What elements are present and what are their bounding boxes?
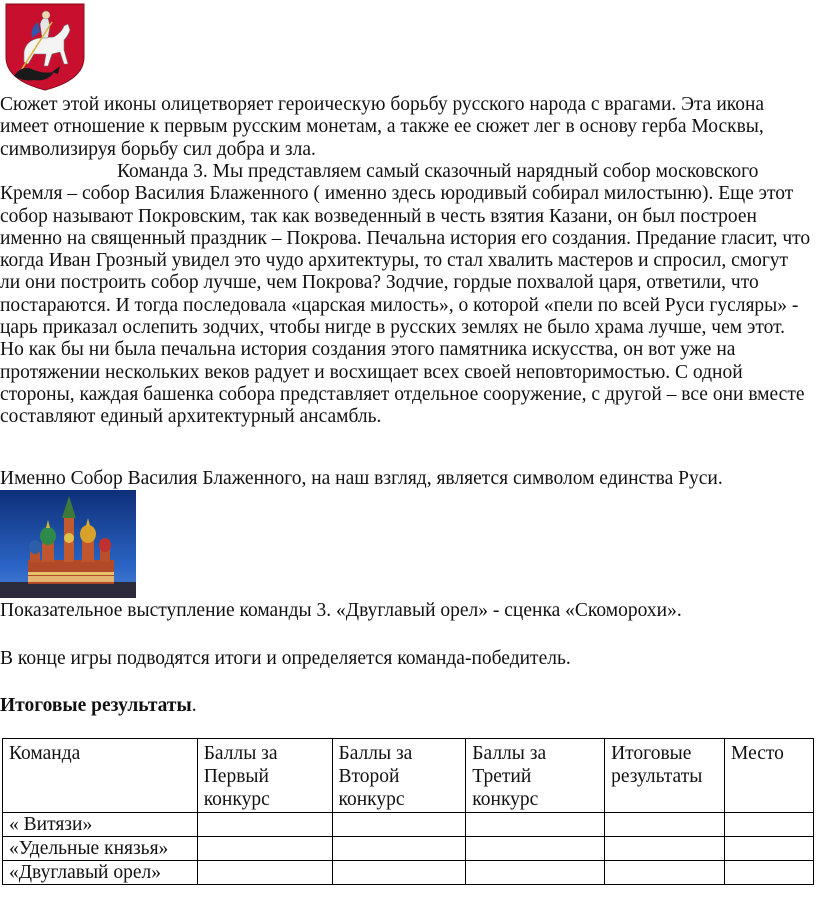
table-cell — [725, 813, 814, 837]
table-cell — [332, 861, 466, 885]
table-cell — [466, 813, 605, 837]
paragraph-game-end: В конце игры подводятся итоги и определяется команда-победитель. — [0, 648, 571, 669]
table-row — [3, 861, 814, 885]
results-heading-dot: . — [191, 695, 197, 716]
header-third-contest: Баллы за Третий конкурс — [466, 739, 605, 813]
cell-team-name: «Удельные князья» — [3, 837, 198, 861]
st-basils-cathedral-image — [0, 490, 136, 598]
table-cell — [332, 837, 466, 861]
table-cell — [725, 837, 814, 861]
table-cell — [197, 837, 332, 861]
paragraph-team-3-text: Команда 3. Мы представляем самый сказочный нарядный собор московского Кремля – собор Василия Блаженного ( именно здесь юродивый собирал милостыню). Еще этот собор называют Покровским, так как возведенный в честь взятия Казани, он был построен именно на священный праздник – Покрова. Печальна история его создания. Предание гласит, что когда Иван Грозный увидел это чудо архитектуры, то стал хвалить мастеров и спросил, смогут ли они построить собор лучше, чем Покрова? Зодчие, гордые похвалой царя, ответили, что постараются. И тогда последовала «царская милость», о которой «пели по всей Руси гусляры» - царь приказал ослепить зодчих, чтобы нигде в русских землях не было храма лучше, чем этот. Но как бы ни была печальна история создания этого памятника искусства, он вот уже на протяжении нескольких веков радует и восхищает всех своей неповторимостью. С одной стороны, каждая башенка собора представляет отдельное сооружение, с другой – все они вместе составляют единый архитектурный ансамбль. — [0, 161, 811, 428]
table-cell — [197, 813, 332, 837]
results-heading — [0, 695, 812, 717]
table-cell — [605, 861, 725, 885]
moscow-coat-of-arms-image — [4, 2, 86, 92]
table-cell — [197, 861, 332, 885]
table-cell — [725, 861, 814, 885]
header-first-contest: Баллы за Первый конкурс — [197, 739, 332, 813]
header-place: Место — [725, 739, 814, 813]
cell-team-name: «Двуглавый орел» — [3, 861, 198, 885]
paragraph-icon-description: Сюжет этой иконы олицетворяет героическую борьбу русского народа с врагами. Эта икона имеет отношение к первым русским монетам, а также ее сюжет лег в основу герба Москвы, символизируя борьбу сил добра и зла. — [0, 94, 765, 160]
results-table — [2, 738, 814, 885]
table-cell — [466, 861, 605, 885]
header-total: Итоговые результаты — [605, 739, 725, 813]
header-team: Команда — [3, 739, 198, 813]
paragraph-unity-symbol: Именно Собор Василия Блаженного, на наш взгляд, является символом единства Руси. — [0, 468, 723, 489]
cell-team-name: « Витязи» — [3, 813, 198, 837]
table-cell — [332, 813, 466, 837]
table-row — [3, 813, 814, 837]
paragraph-performance: Показательное выступление команды 3. «Двуглавый орел» - сценка «Скоморохи». — [0, 600, 682, 621]
paragraph-team-3 — [0, 161, 812, 429]
table-cell — [466, 837, 605, 861]
table-row — [3, 837, 814, 861]
header-second-contest: Баллы за Второй конкурс — [332, 739, 466, 813]
table-cell — [605, 813, 725, 837]
table-header-row — [3, 739, 814, 813]
table-cell — [605, 837, 725, 861]
results-heading-text: Итоговые результаты — [0, 695, 192, 716]
